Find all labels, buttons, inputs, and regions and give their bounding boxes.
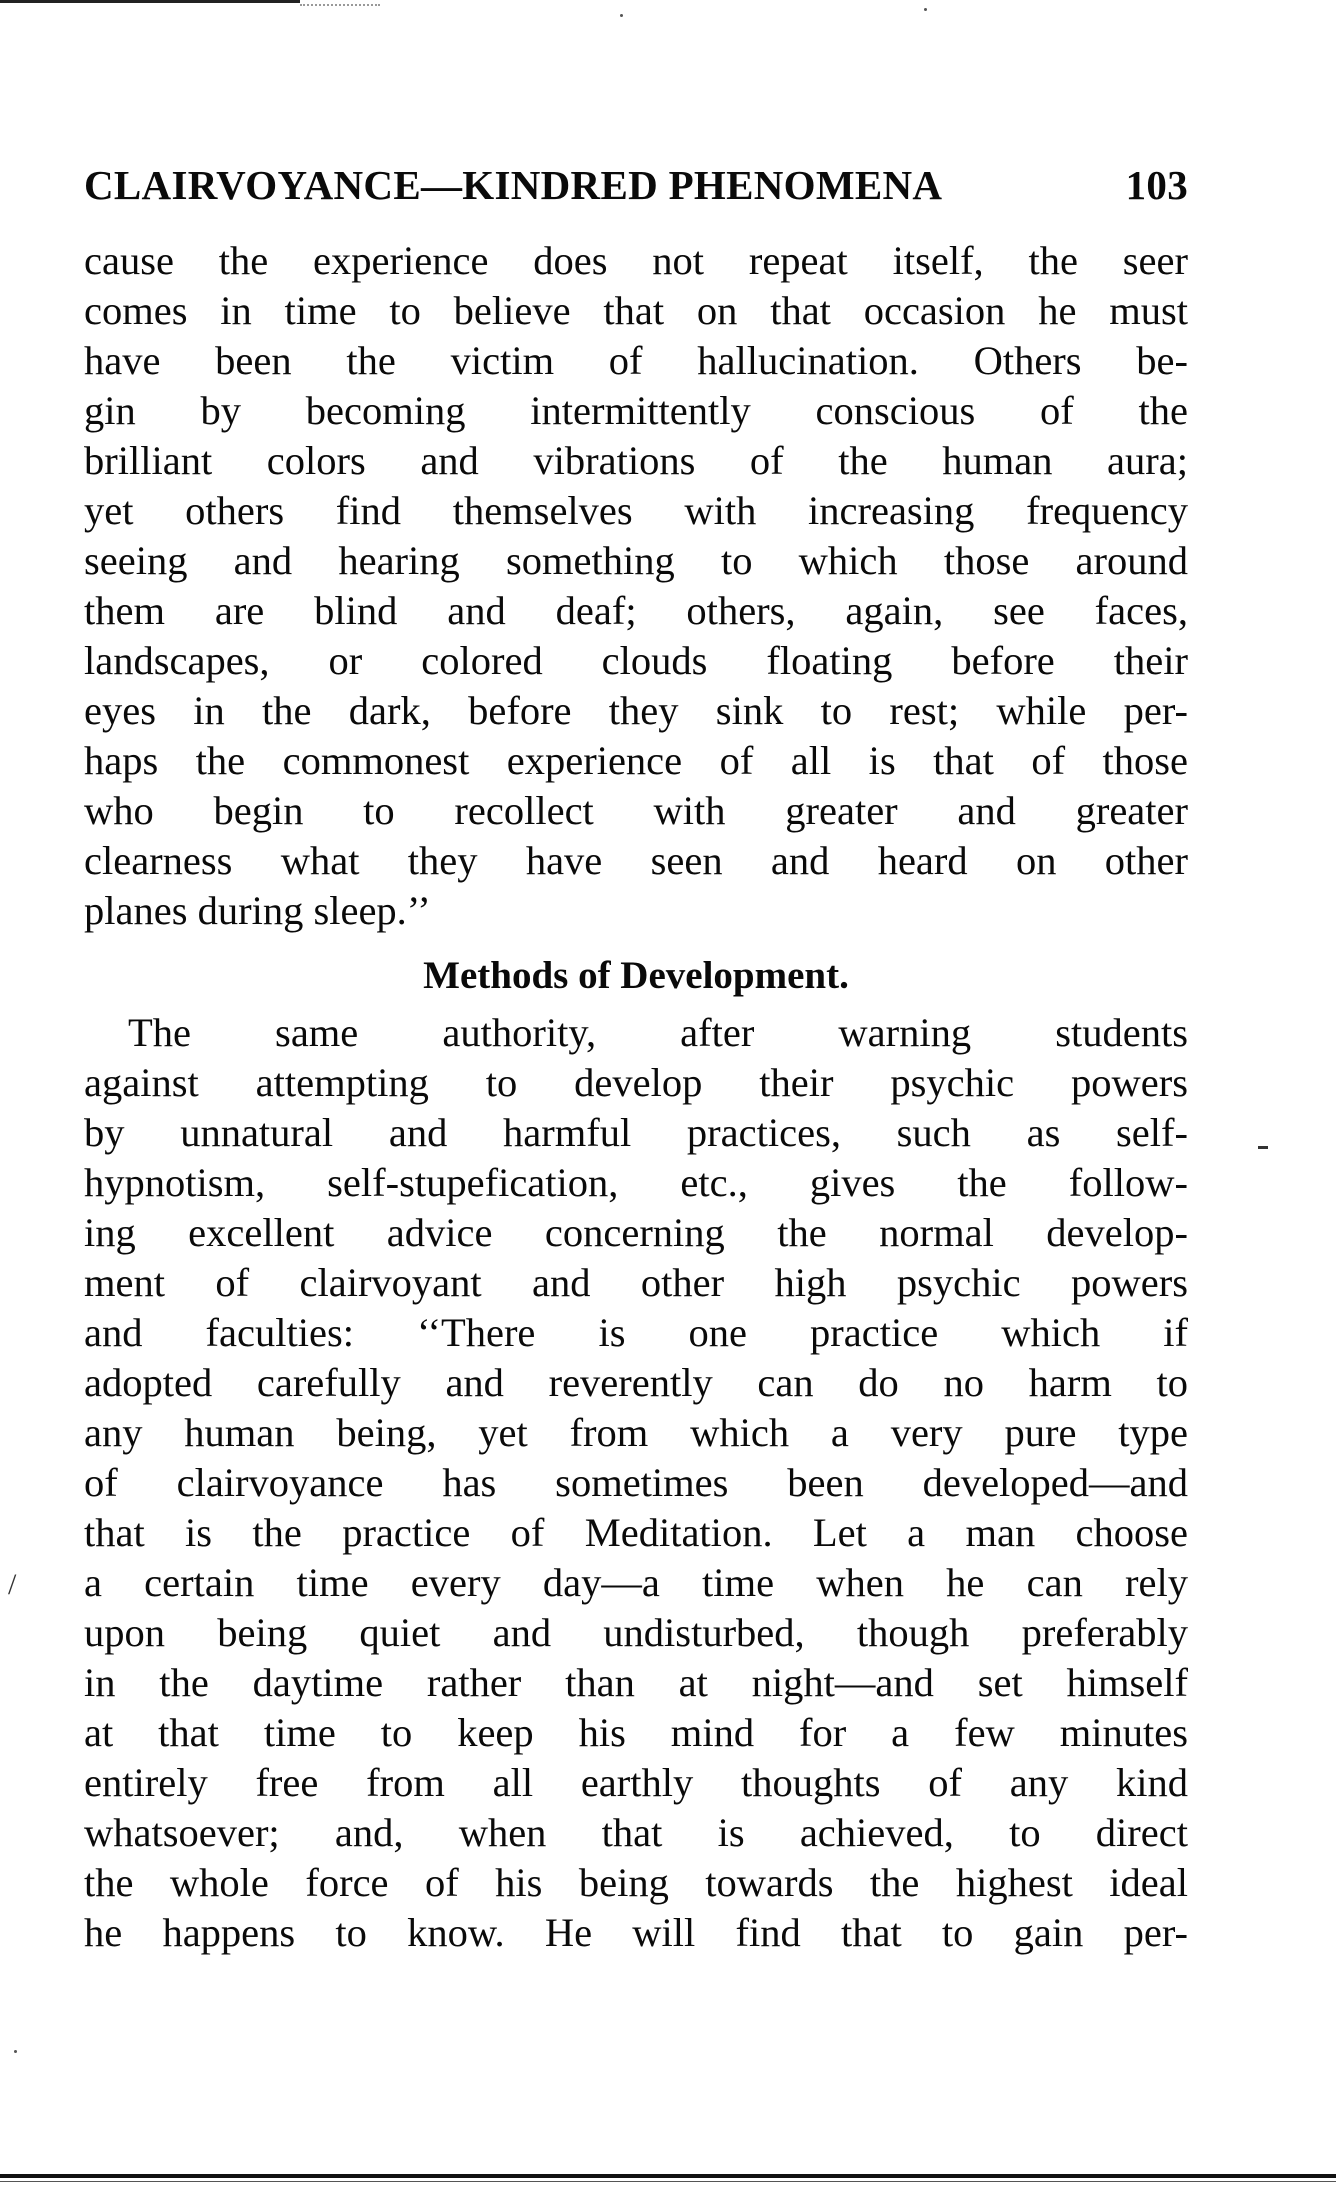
text-line: a certain time every day—a time when he can rely [84, 1560, 1188, 1605]
page-number: 103 [1125, 162, 1188, 208]
text-line: of clairvoyance has sometimes been developed—and [84, 1460, 1188, 1505]
text-line: at that time to keep his mind for a few minutes [84, 1710, 1188, 1755]
paragraph-continued [84, 236, 1188, 936]
text-line: eyes in the dark, before they sink to rest; while per- [84, 688, 1188, 733]
section-heading: Methods of Development. [423, 954, 849, 997]
running-head-title: CLAIRVOYANCE—KINDRED PHENOMENA [84, 162, 943, 208]
paragraph-methods [84, 1008, 1188, 1958]
margin-dash-mark [1258, 1146, 1268, 1149]
bottom-edge-rule [0, 2174, 1336, 2178]
text-line: seeing and hearing something to which those around [84, 538, 1188, 583]
text-line: have been the victim of hallucination. Others be- [84, 338, 1188, 383]
top-edge-rule-fade [300, 4, 380, 6]
text-line: entirely free from all earthly thoughts of any kind [84, 1760, 1188, 1805]
text-line: brilliant colors and vibrations of the human aura; [84, 438, 1188, 483]
text-line: adopted carefully and reverently can do no harm to [84, 1360, 1188, 1405]
bottom-edge-rule-thin [0, 2181, 1336, 2182]
text-line: any human being, yet from which a very pure type [84, 1410, 1188, 1455]
text-line: in the daytime rather than at night—and set himself [84, 1660, 1188, 1705]
text-line: by unnatural and harmful practices, such as self- [84, 1110, 1188, 1155]
text-line: yet others find themselves with increasing frequency [84, 488, 1188, 533]
print-speck [620, 14, 623, 17]
running-head [84, 160, 1188, 210]
text-line: who begin to recollect with greater and greater [84, 788, 1188, 833]
text-line: haps the commonest experience of all is that of those [84, 738, 1188, 783]
text-line: and faculties: ‘‘There is one practice which if [84, 1310, 1188, 1355]
top-edge-rule [0, 0, 300, 3]
text-line: the whole force of his being towards the highest ideal [84, 1860, 1188, 1905]
text-line: them are blind and deaf; others, again, see faces, [84, 588, 1188, 633]
text-line: comes in time to believe that on that occasion he must [84, 288, 1188, 333]
text-line: cause the experience does not repeat itself, the seer [84, 238, 1188, 283]
text-line: he happens to know. He will find that to gain per- [84, 1910, 1188, 1955]
text-line: ment of clairvoyant and other high psychic powers [84, 1260, 1188, 1305]
text-line: against attempting to develop their psychic powers [84, 1060, 1188, 1105]
text-line: gin by becoming intermittently conscious of the [84, 388, 1188, 433]
margin-slash-mark: / [8, 1568, 17, 1601]
body-text [84, 236, 1188, 1958]
text-line: upon being quiet and undisturbed, though preferably [84, 1610, 1188, 1655]
text-line: ing excellent advice concerning the normal develop- [84, 1210, 1188, 1255]
text-line: clearness what they have seen and heard on other [84, 838, 1188, 883]
text-line: that is the practice of Meditation. Let a man choose [84, 1510, 1188, 1555]
text-line: landscapes, or colored clouds floating before their [84, 638, 1188, 683]
print-speck [14, 2050, 17, 2053]
text-line: hypnotism, self-stupefication, etc., gives the follow- [84, 1160, 1188, 1205]
text-line: planes during sleep.’’ [84, 888, 431, 933]
print-speck [924, 8, 927, 11]
text-line: The same authority, after warning students [128, 1010, 1188, 1055]
text-line: whatsoever; and, when that is achieved, to direct [84, 1810, 1188, 1855]
